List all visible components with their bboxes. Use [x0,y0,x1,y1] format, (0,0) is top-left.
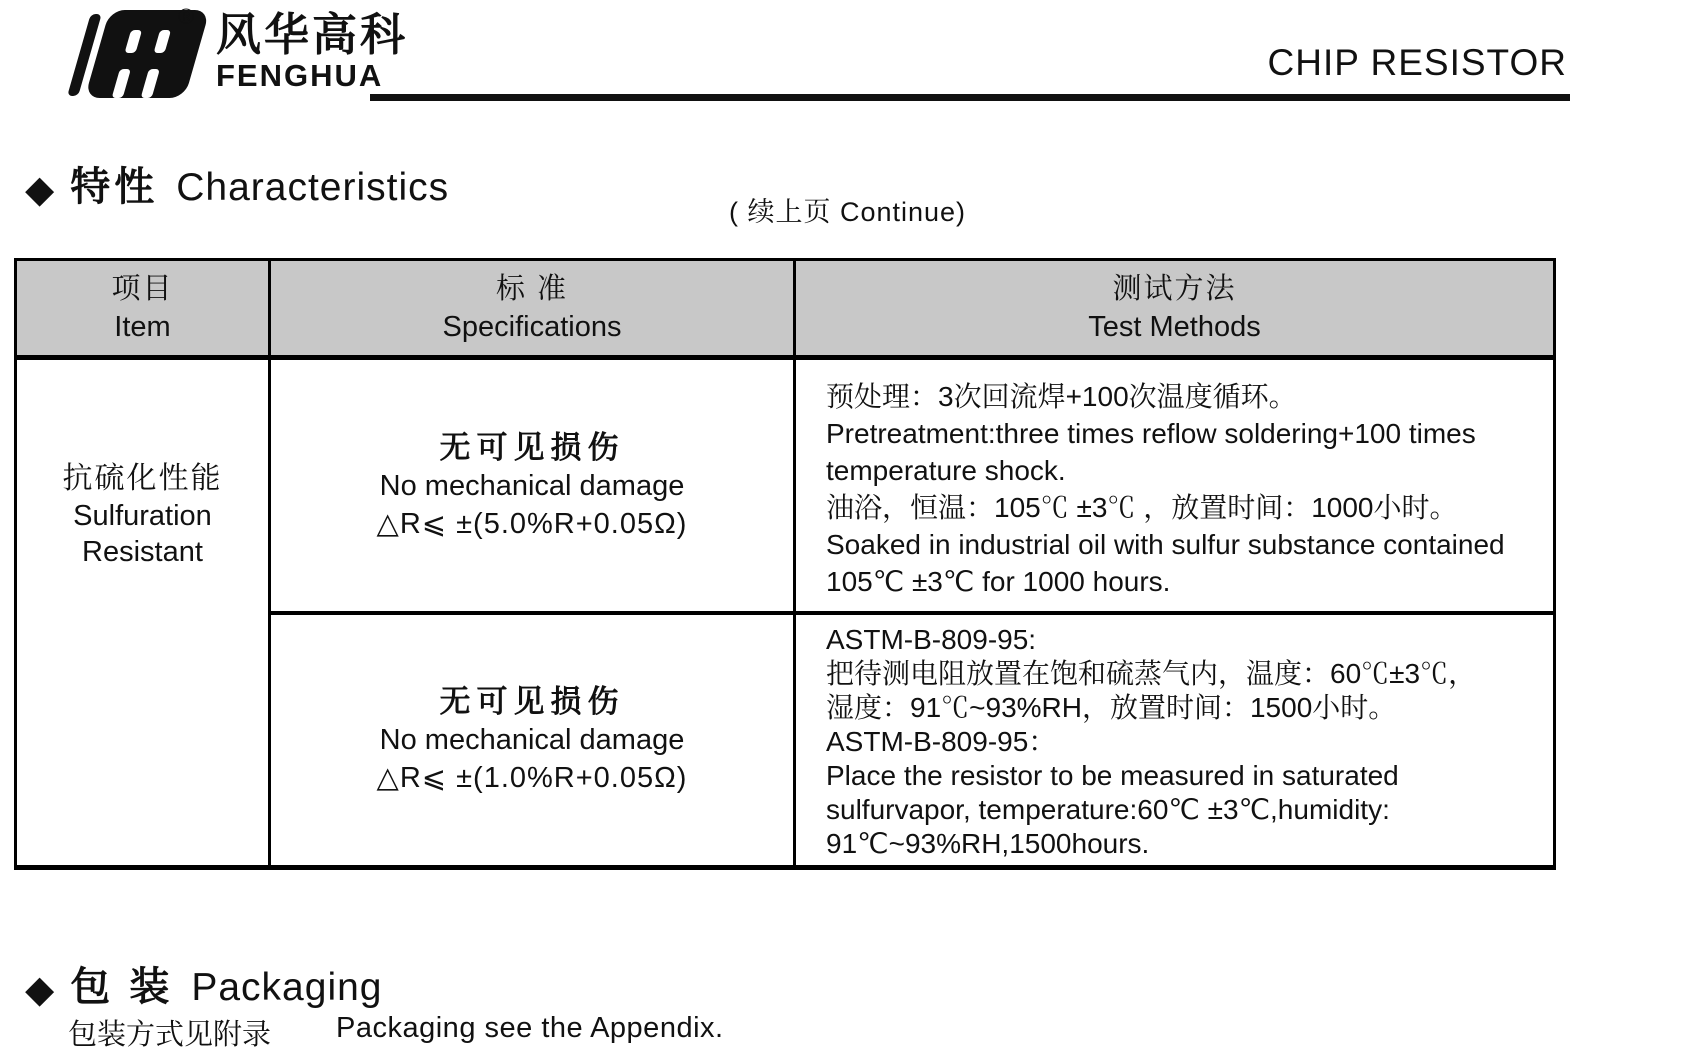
table-header-specifications [268,261,793,360]
test-methods-cell-row2 [793,615,1553,865]
continue-note: ( 续上页 Continue) [728,197,967,227]
diamond-bullet-icon: ◆ [25,169,55,211]
test-row2-line: 把待测电阻放置在饱和硫蒸气内，温度：60℃±3℃， [826,658,1477,689]
spec-row1-cn: 无可见损伤 [439,429,625,465]
table-header-test-methods-cn: 测试方法 [1112,273,1237,305]
diamond-bullet-icon: ◆ [25,969,55,1011]
item-label-en-line1: Sulfuration [73,500,212,532]
header-rule [370,94,1570,101]
spec-row2-en: No mechanical damage [379,724,685,756]
spec-cell-row2 [268,615,793,865]
test-row1-line: temperature shock. [826,455,1066,486]
spec-row2-formula: △R⩽ ±(1.0%R+0.05Ω) [376,762,688,794]
test-row2-line: ASTM-B-809-95: [826,624,1037,655]
test-row1-line: 105℃ ±3℃ for 1000 hours. [826,566,1171,597]
packaging-note [68,1012,724,1053]
packaging-section-heading [25,955,383,1012]
characteristics-title-cn: 特性 [70,165,159,209]
test-row1-line: Soaked in industrial oil with sulfur substance contained [826,529,1505,560]
spec-row1-en: No mechanical damage [379,469,685,502]
table-header-item-cn: 项目 [111,273,174,305]
packaging-title-cn: 包 装 [70,965,174,1009]
test-row2-line: 91℃~93%RH,1500hours. [826,828,1150,859]
brand-name-english: FENGHUA [216,58,384,93]
table-header-specifications-en: Specifications [442,311,622,343]
packaging-note-cn: 包装方式见附录 [68,1019,272,1051]
item-cell-sulfuration-resistant [17,360,268,865]
spec-row1-formula: △R⩽ ±(5.0%R+0.05Ω) [376,507,688,540]
characteristics-table [14,258,1556,870]
document-title: CHIP RESISTOR [1267,42,1567,83]
test-row2-line: Place the resistor to be measured in saturated [826,760,1399,791]
brand-block [216,9,409,93]
table-header-item [17,261,268,360]
table-header-test-methods [793,261,1553,360]
spec-cell-row1 [268,360,793,615]
packaging-title-en: Packaging [191,966,383,1009]
test-methods-cell-row1 [793,360,1553,615]
test-row2-line: sulfurvapor, temperature:60℃ ±3℃,humidity: [826,794,1390,825]
item-label-en-line2: Resistant [82,536,203,568]
test-row1-line: 预处理：3次回流焊+100次温度循环。 [826,381,1297,412]
packaging-note-en: Packaging see the Appendix. [336,1012,724,1044]
registered-trademark-mark: ® [178,4,195,29]
brand-name-chinese: 风华高科 [216,9,409,60]
test-row2-line: 湿度：91℃~93%RH，放置时间：1500小时。 [826,692,1397,723]
table-header-specifications-cn: 标 准 [495,273,569,305]
spec-row2-cn: 无可见损伤 [439,684,625,719]
test-row1-line: 油浴，恒温：105℃ ±3℃ ，放置时间：1000小时。 [826,492,1458,523]
test-row2-line: ASTM-B-809-95： [826,726,1057,757]
test-row1-line: Pretreatment:three times reflow soldering+100 times [826,418,1476,449]
table-header-test-methods-en: Test Methods [1088,311,1261,343]
item-label-cn: 抗硫化性能 [62,462,223,495]
characteristics-title-en: Characteristics [176,166,450,209]
table-header-item-en: Item [114,311,171,343]
